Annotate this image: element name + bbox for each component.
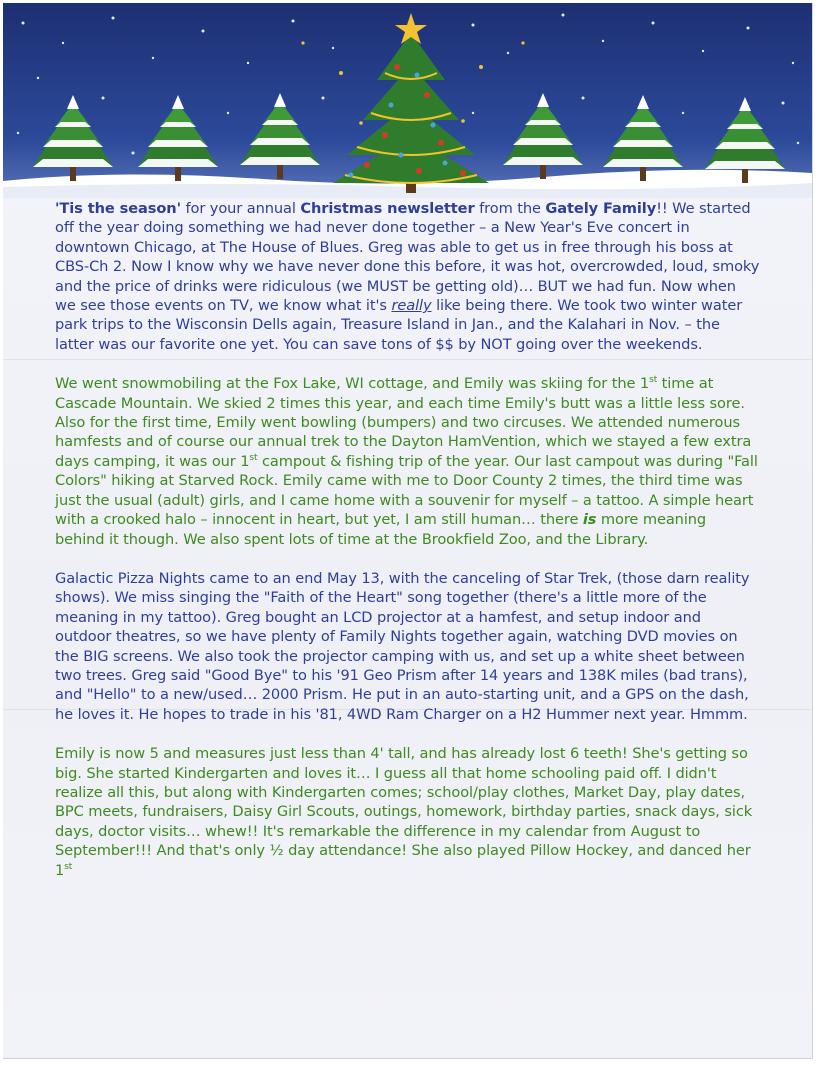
- emphasis-is: is: [582, 511, 597, 529]
- ordinal-suffix: st: [249, 453, 258, 464]
- paragraph-emily: [55, 744, 760, 880]
- text-run: campout & fishing trip of the year. Our last campout was during "Fall Colors" hiking at Starved Rock. Emily came with me to Door County 2 times, the third time was just the usual (adult) girls, and I came home with a souvenir for myself – a tattoo. A simple heart with a crooked halo – innocent in heart, but yet, I am still human… there: [55, 452, 758, 529]
- text-run: from the: [474, 200, 546, 217]
- paragraph-intro: [55, 199, 760, 354]
- christmas-tree-banner: [3, 3, 812, 198]
- text-run: for your annual: [180, 200, 301, 217]
- text-run: time at Cascade Mountain. We skied 2 times this year, and each time Emily's butt was a little less sore. Also for the first time, Emily went bowling (bumpers) and two circuses. We attended numerous hamfests and of course our annual trek to the Dayton HamVention, which we stayed a few extra days camping, it was our 1: [55, 375, 752, 470]
- text-run: !! We started off the year doing something we had never done together – a New Year's Eve concert in downtown Chicago, at The House of Blues. Greg was able to get us in free through his boss at CBS-Ch 2. Now I know why we have never done this before, it was hot, overcrowded, loud, smoky and the price of drinks were ridiculous (we MUST be getting old)… BUT we had fun. Now when we see those events on TV, we know what it's: [55, 200, 760, 315]
- ordinal-suffix: st: [649, 375, 658, 386]
- text-run: Emily is now 5 and measures just less than 4' tall, and has already lost 6 teeth! She's getting so big. She started Kindergarten and loves it… I guess all that home schooling paid off. I didn't realize all this, but along with Kindergarten comes; school/play clothes, Market Day, play dates, BPC meets, fundraisers, Daisy Girl Scouts, outings, homework, birthday parties, snack days, sick days, doctor visits… whew!! It's remarkable the difference in my calendar from August to September!!! And that's only ½ day attendance! She also played Pillow Hockey, and danced her 1: [55, 745, 753, 879]
- emphasis-really: really: [391, 297, 432, 315]
- text-run: We went snowmobiling at the Fox Lake, WI cottage, and Emily was skiing for the 1: [55, 375, 650, 393]
- text-run: more meaning behind it though. We also spent lots of time at the Brookfield Zoo, and the Library.: [55, 511, 707, 548]
- newsletter-body: [55, 199, 760, 900]
- paragraph-activities: [55, 374, 760, 549]
- newsletter-page: [3, 3, 813, 1059]
- ordinal-suffix: st: [64, 861, 73, 872]
- paragraph-family-nights: Galactic Pizza Nights came to an end May 13, with the canceling of Star Trek, (those darn reality shows). We miss singing the "Faith of the Heart" song together (there's a little more of the meaning in my tattoo). Greg bought an LCD projector at a hamfest, and setup indoor and outdoor theatres, so we have plenty of Family Nights together again, watching DVD movies on the BIG screens. We also took the projector camping with us, and set up a white sheet between two trees. Greg said "Good Bye" to his '91 Geo Prism after 14 years and 138K miles (bad trans), and "Hello" to a new/used… 2000 Prism. He put in an auto-starting unit, and a GPS on the dash, he loves it. He hopes to trade in his '81, 4WD Ram Charger on a H2 Hummer next year. Hmmm.: [55, 569, 750, 723]
- greeting-phrase: 'Tis the season': [55, 200, 181, 217]
- family-name: Gately Family: [545, 200, 657, 217]
- text-run: like being there. We took two winter water park trips to the Wisconsin Dells again, Treasure Island in Jan., and the Kalahari in Nov. – the latter was our favorite one yet. You can save tons of $$ by NOT going over the weekends.: [55, 297, 743, 353]
- newsletter-phrase: Christmas newsletter: [300, 200, 475, 217]
